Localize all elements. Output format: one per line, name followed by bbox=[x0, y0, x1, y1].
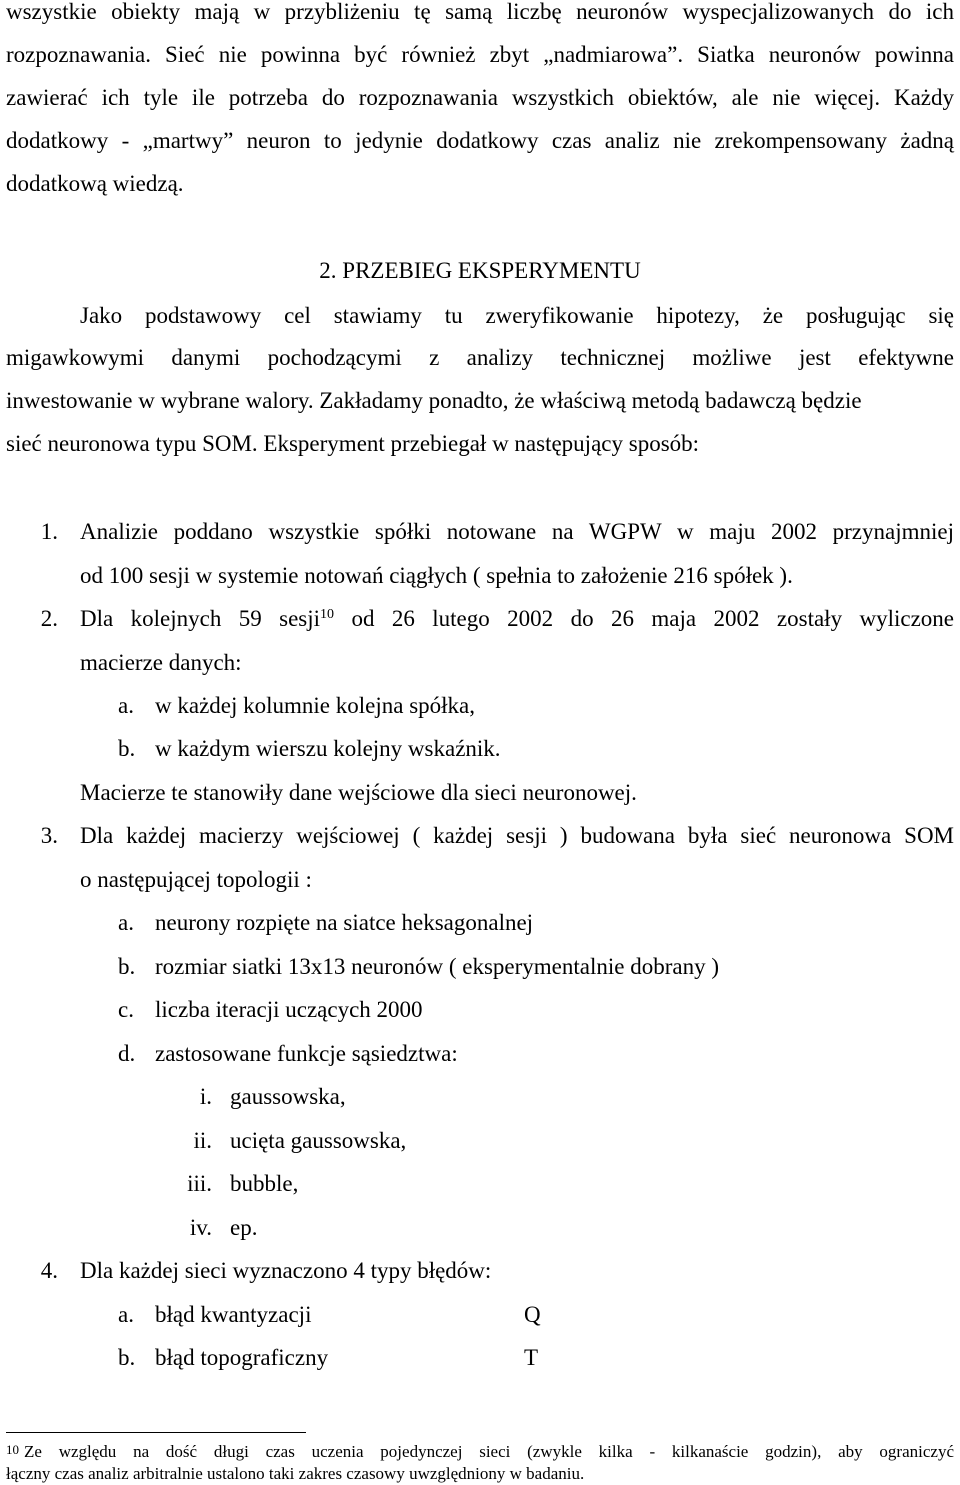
footnote-mark: 10 bbox=[6, 1442, 19, 1457]
intro-line-5: dodatkową wiedzą. bbox=[6, 171, 184, 196]
step-2-line-1-b: od 26 lutego 2002 do 26 maja 2002 zostały wyliczone bbox=[334, 606, 954, 631]
step-3-number: 3. bbox=[40, 823, 58, 848]
step-4-line-1: Dla każdej sieci wyznaczono 4 typy błędów: bbox=[80, 1258, 492, 1283]
step-3-d-text: zastosowane funkcje sąsiedztwa: bbox=[155, 1041, 458, 1066]
step-3-c-label: c. bbox=[118, 997, 134, 1022]
step-4-a-symbol: Q bbox=[524, 1302, 541, 1327]
step-3-i-label: i. bbox=[199, 1084, 212, 1109]
intro-line-4: dodatkowy - „martwy” neuron to jedynie dodatkowy czas analiz nie zrekompensowany żadną bbox=[6, 128, 954, 153]
step-4-number: 4. bbox=[40, 1258, 58, 1283]
step-2-line-1-a: Dla kolejnych 59 sesji bbox=[80, 606, 321, 631]
footnote-line-2: łączny czas analiz arbitralnie ustalono taki zakres czasowy uwzględniony w badaniu. bbox=[6, 1464, 585, 1483]
step-1-line-2: od 100 sesji w systemie notowań ciągłych ( spełnia to założenie 216 spółek ). bbox=[80, 563, 793, 588]
step-4-a-label: a. bbox=[118, 1302, 134, 1327]
step-4-b-text: błąd topograficzny bbox=[155, 1345, 329, 1370]
footnote-line-1: Ze względu na dość długi czas uczenia pojedynczej sieci (zwykle kilka - kilkanaście godzin), aby ograniczyć bbox=[24, 1442, 954, 1461]
step-2-note: Macierze te stanowiły dane wejściowe dla sieci neuronowej. bbox=[80, 780, 637, 805]
intro-line-1: wszystkie obiekty mają w przybliżeniu tę samą liczbę neuronów wyspecjalizowanych do ich bbox=[6, 0, 954, 24]
section-para-line-3: inwestowanie w wybrane walory. Zakładamy ponadto, że właściwą metodą badawczą będzie bbox=[6, 388, 862, 413]
step-3-d-label: d. bbox=[118, 1041, 136, 1066]
intro-line-3: zawierać ich tyle ile potrzeba do rozpoznawania wszystkich obiektów, ale nie więcej. Każdy bbox=[6, 85, 954, 110]
step-3-a-label: a. bbox=[118, 910, 134, 935]
step-3-iii-label: iii. bbox=[187, 1171, 212, 1196]
section-para-line-4: sieć neuronowa typu SOM. Eksperyment przebiegał w następujący sposób: bbox=[6, 431, 700, 456]
section-para-line-1: Jako podstawowy cel stawiamy tu zweryfikowanie hipotezy, że posługując się bbox=[80, 303, 954, 328]
step-4-b-symbol: T bbox=[524, 1345, 539, 1370]
step-2-a-label: a. bbox=[118, 693, 134, 718]
section-heading: 2. PRZEBIEG EKSPERYMENTU bbox=[319, 258, 641, 283]
step-2-a-text: w każdej kolumnie kolejna spółka, bbox=[155, 693, 476, 718]
step-3-iv-label: iv. bbox=[189, 1215, 212, 1240]
step-1-line-1: Analizie poddano wszystkie spółki notowane na WGPW w maju 2002 przynajmniej bbox=[80, 519, 954, 544]
section-para-line-2: migawkowymi danymi pochodzącymi z analizy technicznej możliwe jest efektywne bbox=[6, 345, 954, 370]
step-3-b-label: b. bbox=[118, 954, 136, 979]
step-2-b-text: w każdym wierszu kolejny wskaźnik. bbox=[155, 736, 501, 761]
step-3-line-2: o następującej topologii : bbox=[80, 867, 312, 892]
footnote-separator bbox=[6, 1432, 306, 1433]
step-3-iii-text: bubble, bbox=[230, 1171, 299, 1196]
step-3-ii-text: ucięta gaussowska, bbox=[230, 1128, 407, 1153]
step-3-a-text: neurony rozpięte na siatce heksagonalnej bbox=[155, 910, 534, 935]
step-4-a-text: błąd kwantyzacji bbox=[155, 1302, 312, 1327]
footnote-ref[interactable]: 10 bbox=[320, 607, 335, 622]
step-2-line-2: macierze danych: bbox=[80, 650, 242, 675]
step-1-number: 1. bbox=[40, 519, 58, 544]
step-2-line-1 bbox=[80, 605, 954, 633]
step-3-i-text: gaussowska, bbox=[230, 1084, 346, 1109]
step-3-c-text: liczba iteracji uczących 2000 bbox=[155, 997, 423, 1022]
step-3-iv-text: ep. bbox=[230, 1215, 258, 1240]
step-3-ii-label: ii. bbox=[193, 1128, 212, 1153]
step-2-b-label: b. bbox=[118, 736, 136, 761]
intro-line-2: rozpoznawania. Sieć nie powinna być również zbyt „nadmiarowa”. Siatka neuronów powinna bbox=[6, 42, 954, 67]
step-3-line-1: Dla każdej macierzy wejściowej ( każdej sesji ) budowana była sieć neuronowa SOM bbox=[80, 823, 954, 848]
step-3-b-text: rozmiar siatki 13x13 neuronów ( eksperymentalnie dobrany ) bbox=[155, 954, 719, 979]
step-2-number: 2. bbox=[40, 606, 58, 631]
step-4-b-label: b. bbox=[118, 1345, 136, 1370]
